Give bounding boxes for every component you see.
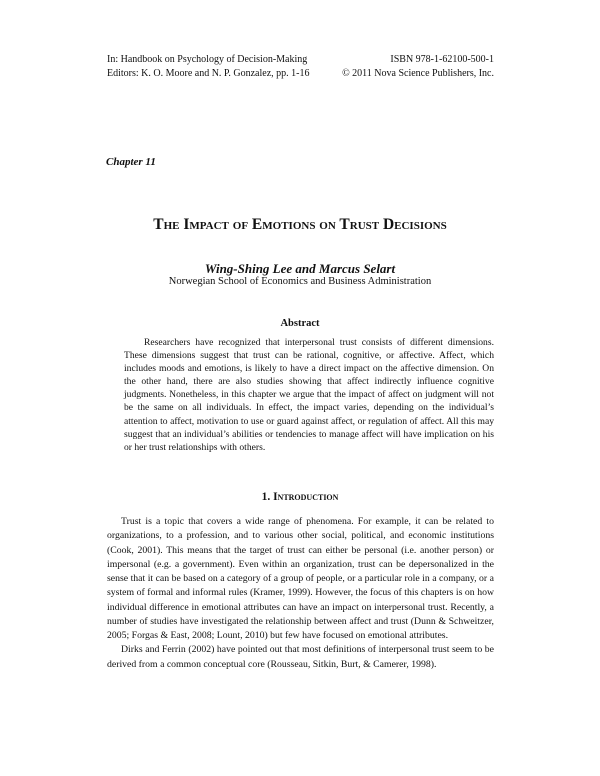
- abstract-heading: Abstract: [280, 318, 320, 329]
- section-heading: 1. Introduction: [261, 491, 339, 503]
- authors: Wing-Shing Lee and Marcus Selart: [204, 261, 396, 276]
- header-isbn: ISBN 978-1-62100-500-1: [390, 54, 494, 65]
- body-paragraph: Trust is a topic that covers a wide range of phenomena. For example, it can be related to organizations, to a profession, and to various other social, political, and economic institutions (Cook, 2001). This means that the target of trust can either be personal (i.e. another person) or impersonal (e.g. a government). Even within an organization, trust can be depersonalized in the sense that it can be based on a category of a group of people, or a particular role in a company, or a system of formal and informal rules (Kramer, 1999). However, the focus of this chapters is on how individual difference in emotional attributes can have an impact on interpersonal trust. Recently, a number of studies have investigated the relationship between affect and trust (Dunn & Schweitzer, 2005; Forgas & East, 2008; Lount, 2010) but few have focused on emotional attributes.: [107, 516, 494, 641]
- chapter-title: The Impact of Emotions on Trust Decisions: [153, 216, 447, 233]
- header-book-title: In: Handbook on Psychology of Decision-Making: [107, 54, 308, 65]
- abstract-body: [124, 336, 494, 454]
- header-copyright: © 2011 Nova Science Publishers, Inc.: [342, 68, 494, 79]
- header-left: [107, 53, 309, 81]
- chapter-label: Chapter 11: [106, 156, 156, 168]
- header-right: [340, 53, 494, 81]
- body-paragraph: Dirks and Ferrin (2002) have pointed out that most definitions of interpersonal trust seem to be derived from a common conceptual core (Rousseau, Sitkin, Burt, & Camerer, 1998).: [107, 644, 494, 670]
- abstract-text: Researchers have recognized that interpersonal trust consists of different dimensions. These dimensions suggest that trust can be rational, cognitive, or affective. Affect, which includes moods and emotions, is likely to have a direct impact on the affective dimension. On the other hand, there are also studies showing that affect indirectly influence cognitive judgments. Nonetheless, in this chapter we argue that the impact of affect on judgment will not be the same on all individuals. In effect, the impact varies, depending on the individual’s attention to affect, motivation to use or guard against affect, or regulation of affect. All this may suggest that an individual’s abilities or tendencies to manage affect will have implication on his or her trust relationships with others.: [124, 337, 494, 453]
- section-body: [107, 515, 494, 672]
- header-editors: Editors: K. O. Moore and N. P. Gonzalez, pp. 1-16: [107, 68, 310, 79]
- affiliation: Norwegian School of Economics and Business Administration: [168, 276, 432, 287]
